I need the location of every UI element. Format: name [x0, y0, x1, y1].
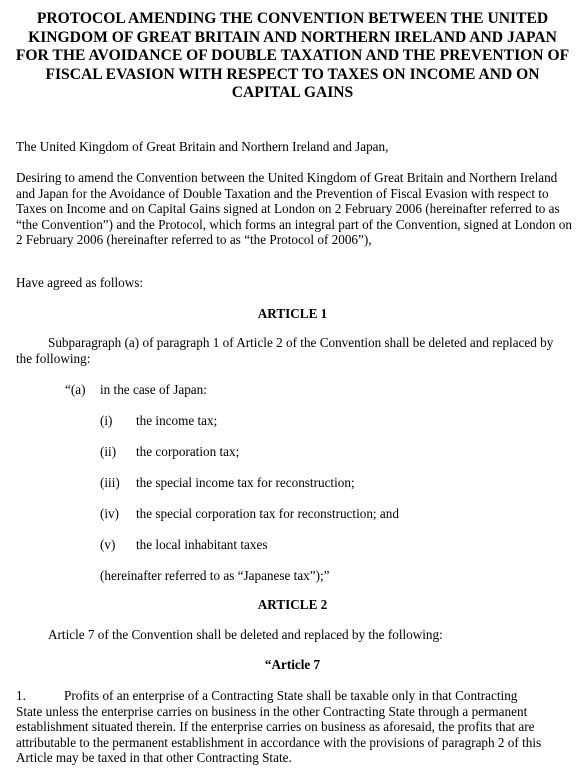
list-item-text: the local inhabitant taxes	[136, 537, 268, 552]
list-item-number: (i)	[100, 413, 113, 428]
list-item-text: the income tax;	[136, 413, 218, 428]
paragraph-1-first-text: Profits of an enterprise of a Contracting State shall be taxable only in that Contracting	[64, 688, 518, 703]
article-1-heading: ARTICLE 1	[257, 306, 328, 321]
list-item-number: (iv)	[100, 506, 120, 521]
agreement-paragraph: Have agreed as follows:	[16, 275, 144, 290]
list-item-number: (ii)	[100, 444, 117, 459]
article-1-intro: Subparagraph (a) of paragraph 1 of Article 2 of the Convention shall be deleted and replaced by the following:	[16, 335, 554, 366]
document-title: PROTOCOL AMENDING THE CONVENTION BETWEEN THE UNITED KINGDOM OF GREAT BRITAIN AND NORTHERN IRELAND AND JAPAN FOR THE AVOIDANCE OF DOUBLE TAXATION AND THE PREVENTION OF FISCAL EVASION WITH RESPECT TO TAXES ON INCOME AND ON CAPITAL GAINS	[15, 10, 570, 102]
paragraph-1-continued: State unless the enterprise carries on business in the other Contracting State through a permanent establishment situated therein. If the enterprise carries on business as aforesaid, the profits that are attributable to the permanent establishment in accordance with the provisions of paragraph 2 of this Article may be taxed in that other Contracting State.	[16, 703, 542, 766]
article-2-heading: ARTICLE 2	[257, 597, 328, 612]
list-item-text: the corporation tax;	[136, 444, 240, 459]
list-item-number: (v)	[100, 537, 116, 552]
subparagraph-closing-text: (hereinafter referred to as “Japanese tax”);”	[100, 568, 330, 583]
list-item-text: the special corporation tax for reconstruction; and	[136, 506, 399, 521]
recital-paragraph: Desiring to amend the Convention between the United Kingdom of Great Britain and Northern Ireland and Japan for the Avoidance of Double Taxation and the Prevention of Fiscal Evasion with respect to Taxes on Income and on Capital Gains signed at London on 2 February 2006 (hereinafter referred to as “the Convention”) and the Protocol, which forms an integral part of the Convention, signed at London on 2 February 2006 (hereinafter referred to as “the Protocol of 2006”),	[16, 170, 572, 248]
quoted-article-7-heading: “Article 7	[264, 657, 321, 672]
parties-paragraph: The United Kingdom of Great Britain and Northern Ireland and Japan,	[16, 139, 389, 154]
list-item-text: the special income tax for reconstruction;	[136, 475, 355, 490]
paragraph-1-number: 1.	[16, 688, 26, 703]
list-item-number: (iii)	[100, 475, 120, 490]
article-2-intro: Article 7 of the Convention shall be deleted and replaced by the following:	[48, 627, 443, 642]
subparagraph-a-text: in the case of Japan:	[100, 382, 207, 397]
subparagraph-a-label: “(a)	[65, 382, 86, 397]
